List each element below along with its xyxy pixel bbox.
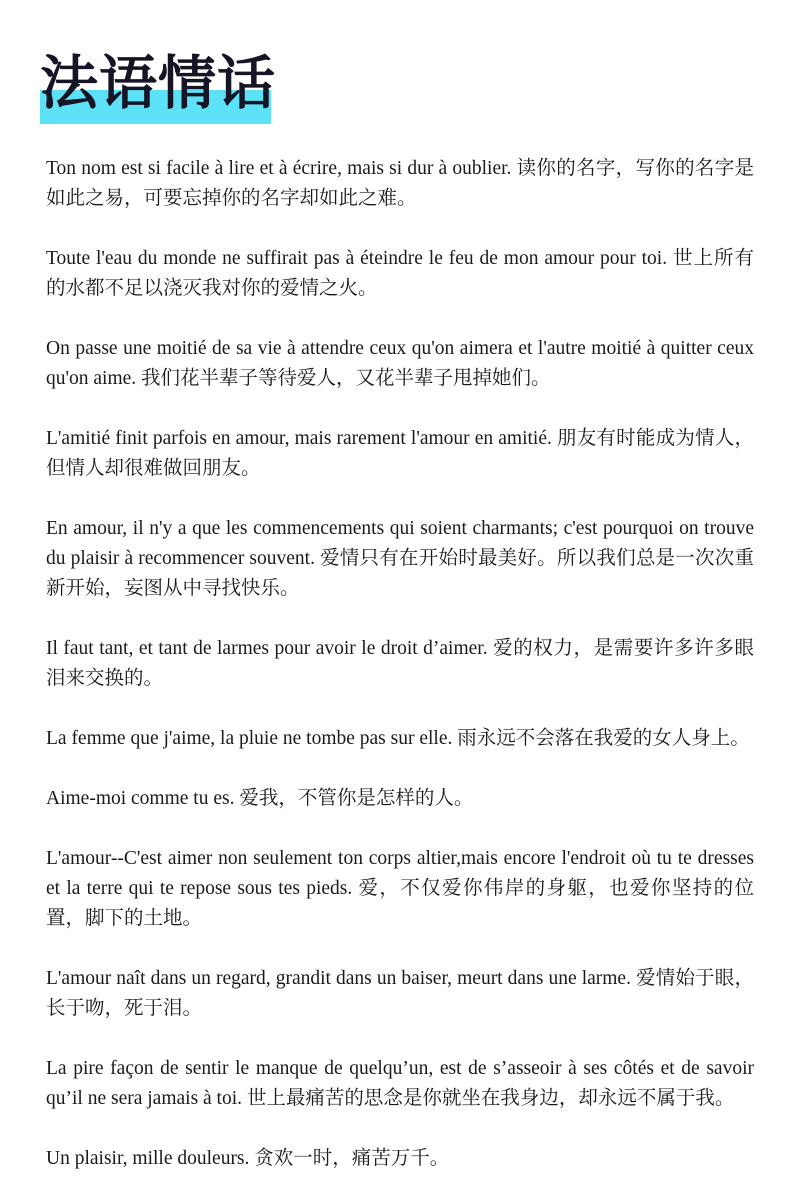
page-title: 法语情话 [40,49,277,117]
quote-paragraph [46,964,754,1024]
quote-chinese: 贪欢一时，痛苦万千。 [254,1148,450,1169]
quote-paragraph [46,154,754,214]
quote-paragraph [46,424,754,484]
quote-paragraph [46,1144,754,1174]
quote-french: On passe une moitié de sa vie à attendre ceux qu'on aimera et l'autre moitié à quitter ceux qu'on aime. [46,338,754,389]
title-block [40,48,276,128]
quote-french: L'amitié finit parfois en amour, mais rarement l'amour en amitié. [46,428,552,449]
quote-paragraph [46,334,754,394]
quote-paragraph [46,844,754,934]
quote-french: Toute l'eau du monde ne suffirait pas à éteindre le feu de mon amour pour toi. [46,248,668,269]
quote-french: Il faut tant, et tant de larmes pour avoir le droit d’aimer. [46,638,488,659]
quote-paragraph [46,724,754,754]
quote-chinese: 我们花半辈子等待爱人，又花半辈子甩掉她们。 [141,368,551,389]
quote-list [46,154,754,1204]
quote-chinese: 朋友有时能成为情人，但情人却很难做回朋友。 [46,428,754,479]
quote-french: En amour, il n'y a que les commencements qui soient charmants; c'est pourquoi on trouve du plaisir à recommencer souvent. [46,518,754,569]
quote-chinese: 爱我，不管你是怎样的人。 [239,788,474,809]
quote-chinese: 读你的名字，写你的名字是如此之易，可要忘掉你的名字却如此之难。 [46,158,754,209]
quote-french: La femme que j'aime, la pluie ne tombe pas sur elle. [46,728,453,749]
quote-french: Aime-moi comme tu es. [46,788,235,809]
quote-paragraph [46,514,754,604]
quote-french: L'amour--C'est aimer non seulement ton corps altier,mais encore l'endroit où tu te dresses et la terre qui te repose sous tes pieds. [46,848,754,899]
quote-paragraph [46,784,754,814]
quote-chinese: 雨永远不会落在我爱的女人身上。 [457,728,750,749]
quote-french: Ton nom est si facile à lire et à écrire, mais si dur à oublier. [46,158,512,179]
quote-paragraph [46,634,754,694]
quote-french: L'amour naît dans un regard, grandit dans un baiser, meurt dans une larme. [46,968,631,989]
quote-chinese: 世上最痛苦的思念是你就坐在我身边，却永远不属于我。 [246,1088,735,1109]
quote-paragraph [46,244,754,304]
quote-paragraph [46,1054,754,1114]
quote-chinese: 爱情始于眼，长于吻，死于泪。 [46,968,754,1019]
quote-chinese: 世上所有的水都不足以浇灭我对你的爱情之火。 [46,248,754,299]
quote-chinese: 爱情只有在开始时最美好。所以我们总是一次次重新开始，妄图从中寻找快乐。 [46,548,754,599]
quote-french: Un plaisir, mille douleurs. [46,1148,250,1169]
quote-french: La pire façon de sentir le manque de quelqu’un, est de s’asseoir à ses côtés et de savoir qu’il ne sera jamais à toi. [46,1058,754,1109]
quote-chinese: 爱，不仅爱你伟岸的身躯，也爱你坚持的位置，脚下的土地。 [46,878,754,929]
quote-chinese: 爱的权力，是需要许多许多眼泪来交换的。 [46,638,754,689]
